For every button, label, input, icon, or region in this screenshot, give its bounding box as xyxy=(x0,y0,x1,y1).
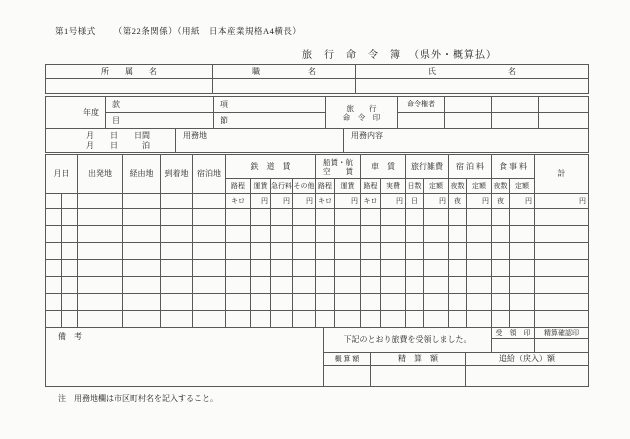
entry-cell xyxy=(467,277,492,294)
unit-cell-empty xyxy=(123,194,161,209)
entry-cell xyxy=(335,226,361,243)
unit-cell-empty xyxy=(62,194,78,209)
entry-cell xyxy=(293,226,316,243)
entry-cell xyxy=(226,209,251,226)
entry-row xyxy=(46,226,589,243)
entry-cell xyxy=(62,209,78,226)
entry-cell xyxy=(293,260,316,277)
entry-cell xyxy=(293,294,316,311)
entry-cell xyxy=(492,260,510,277)
unit-night: 夜 xyxy=(449,194,467,209)
entry-cell xyxy=(424,260,449,277)
budget-row-1 xyxy=(46,97,589,113)
entry-cell xyxy=(361,260,381,277)
entry-cell xyxy=(335,260,361,277)
entry-cell xyxy=(271,260,293,277)
entry-cell xyxy=(271,226,293,243)
entry-cell xyxy=(406,294,424,311)
entry-cell xyxy=(406,311,424,328)
entry-cell xyxy=(535,311,589,328)
unit-cell-empty xyxy=(46,194,62,209)
name-label: 氏 名 xyxy=(356,65,589,79)
entry-cell xyxy=(316,226,335,243)
ship-air-line2: 空 賃 xyxy=(323,166,353,176)
entry-cell xyxy=(381,260,406,277)
unit-km: キロ xyxy=(361,194,381,209)
entry-cell xyxy=(535,277,589,294)
entry-cell xyxy=(449,277,467,294)
entry-cell xyxy=(62,311,78,328)
entry-cell xyxy=(335,311,361,328)
destination-cell xyxy=(176,129,344,153)
entry-cell xyxy=(161,209,193,226)
supplement-amount-label: 追給（戻入）額 xyxy=(466,353,589,366)
budget-row-2 xyxy=(46,113,589,129)
settlement-amount-label: 精 算 額 xyxy=(371,353,466,366)
entry-cell xyxy=(226,260,251,277)
seal-cell xyxy=(445,97,492,113)
entry-cell xyxy=(123,226,161,243)
order-authority-label: 命令権者 xyxy=(398,97,445,113)
entry-cell xyxy=(467,226,492,243)
entry-cell xyxy=(424,277,449,294)
entry-cell xyxy=(535,226,589,243)
subheader-rail-distance: 路程 xyxy=(226,179,251,194)
entry-cell xyxy=(293,311,316,328)
entry-cell xyxy=(46,311,62,328)
entry-cell xyxy=(335,243,361,260)
unit-cell-empty xyxy=(161,194,193,209)
ship-air-line1: 船賃・航 xyxy=(323,157,353,167)
entry-cell xyxy=(226,226,251,243)
entry-cell xyxy=(251,226,271,243)
entry-cell xyxy=(62,294,78,311)
page-title-main: 旅 行 命 令 簿 xyxy=(302,50,401,61)
entry-cell xyxy=(251,311,271,328)
moku-label: 目 xyxy=(106,113,214,129)
entry-cell xyxy=(193,243,226,260)
unit-cell-empty xyxy=(78,194,123,209)
entry-cell xyxy=(123,311,161,328)
subheader-ship-distance: 路程 xyxy=(316,179,335,194)
entry-cell xyxy=(361,226,381,243)
entry-cell xyxy=(271,243,293,260)
entry-cell xyxy=(361,277,381,294)
entry-cell xyxy=(78,209,123,226)
unit-yen: 円 xyxy=(271,194,293,209)
subheader-car-distance: 路程 xyxy=(361,179,381,194)
entry-row xyxy=(46,277,589,294)
entry-row xyxy=(46,260,589,277)
entry-cell xyxy=(381,243,406,260)
entry-cell xyxy=(492,226,510,243)
trip-period-line2: 月 日 泊 xyxy=(86,141,150,150)
entry-cell xyxy=(492,311,510,328)
entry-cell xyxy=(46,243,62,260)
entry-row xyxy=(46,243,589,260)
entry-cell xyxy=(535,294,589,311)
page-title xyxy=(302,46,497,61)
entry-cell xyxy=(78,311,123,328)
entry-cell xyxy=(62,226,78,243)
subheader-fixed-amount: 定額 xyxy=(467,179,492,194)
entry-row xyxy=(46,294,589,311)
entry-cell xyxy=(193,311,226,328)
entry-cell xyxy=(193,226,226,243)
trip-row xyxy=(46,129,589,153)
subheader-nights: 夜数 xyxy=(492,179,510,194)
entry-cell xyxy=(271,209,293,226)
entry-cell xyxy=(226,294,251,311)
entry-cell xyxy=(467,243,492,260)
seal-cell xyxy=(539,113,589,129)
destination-label: 用務地 xyxy=(183,131,207,140)
subheader-rail-fare: 運賃 xyxy=(251,179,271,194)
entry-cell xyxy=(510,277,535,294)
col-header-arrival: 到着地 xyxy=(161,155,193,194)
unit-yen: 円 xyxy=(535,194,589,209)
entry-cell xyxy=(271,311,293,328)
entry-cell xyxy=(161,226,193,243)
unit-yen: 円 xyxy=(510,194,535,209)
entry-cell xyxy=(492,243,510,260)
entry-cell xyxy=(492,277,510,294)
position-input-cell xyxy=(213,79,356,94)
entry-cell xyxy=(78,260,123,277)
expense-group-header-row xyxy=(46,155,589,179)
footer-row-seal-labels xyxy=(46,328,589,339)
entry-cell xyxy=(193,277,226,294)
entry-cell xyxy=(46,260,62,277)
kan-label: 款 xyxy=(106,97,214,113)
entry-cell xyxy=(381,294,406,311)
seal-cell xyxy=(398,113,445,129)
unit-yen: 円 xyxy=(335,194,361,209)
receipt-seal-cell xyxy=(492,339,535,353)
entry-cell xyxy=(123,260,161,277)
group-header-misc-expense: 旅行雑費 xyxy=(406,155,449,179)
col-header-date: 月日 xyxy=(46,155,78,194)
entry-cell xyxy=(251,260,271,277)
entry-cell xyxy=(226,243,251,260)
ko-label: 項 xyxy=(214,97,326,113)
entry-cell xyxy=(335,294,361,311)
subheader-days: 日数 xyxy=(406,179,424,194)
group-header-meal-fee: 食 事 料 xyxy=(492,155,535,179)
entry-cell xyxy=(381,209,406,226)
form-number: 第1号様式 xyxy=(55,26,96,36)
form-reference: （第22条関係）（用紙 日本産業規格A4横長） xyxy=(113,26,302,36)
entry-cell xyxy=(78,277,123,294)
entry-cell xyxy=(381,277,406,294)
group-header-lodging-fee: 宿 泊 料 xyxy=(449,155,492,179)
entry-cell xyxy=(62,260,78,277)
entry-cell xyxy=(46,226,62,243)
entry-cell xyxy=(78,243,123,260)
entry-row xyxy=(46,311,589,328)
entry-cell xyxy=(46,277,62,294)
subheader-express-fee: 急行料 xyxy=(271,179,293,194)
entry-cell xyxy=(251,294,271,311)
entry-cell xyxy=(449,226,467,243)
remarks-label: 備 考 xyxy=(58,332,82,341)
entry-cell xyxy=(406,226,424,243)
subheader-nights: 夜数 xyxy=(449,179,467,194)
entry-cell xyxy=(510,294,535,311)
entry-cell xyxy=(406,243,424,260)
subheader-ship-fare: 運賃 xyxy=(335,179,361,194)
entry-cell xyxy=(467,311,492,328)
entry-cell xyxy=(361,311,381,328)
entry-cell xyxy=(492,209,510,226)
entry-cell xyxy=(161,277,193,294)
group-header-car-fare: 車 賃 xyxy=(361,155,406,179)
estimate-amount-cell xyxy=(324,366,371,387)
subheader-fixed-amount: 定額 xyxy=(424,179,449,194)
unit-night: 夜 xyxy=(492,194,510,209)
entry-cell xyxy=(316,209,335,226)
settlement-amount-cell xyxy=(371,366,466,387)
trip-table xyxy=(45,128,589,153)
entry-cell xyxy=(381,311,406,328)
entry-cell xyxy=(510,243,535,260)
entry-cell xyxy=(449,243,467,260)
expense-entry-rows xyxy=(46,209,589,328)
col-header-departure: 出発地 xyxy=(78,155,123,194)
entry-cell xyxy=(161,311,193,328)
entry-cell xyxy=(161,294,193,311)
entry-cell xyxy=(123,277,161,294)
entry-cell xyxy=(510,209,535,226)
entry-cell xyxy=(467,260,492,277)
entry-cell xyxy=(406,277,424,294)
entry-cell xyxy=(535,260,589,277)
entry-cell xyxy=(251,277,271,294)
entry-cell xyxy=(316,243,335,260)
entry-cell xyxy=(381,226,406,243)
entry-cell xyxy=(492,294,510,311)
entry-cell xyxy=(251,243,271,260)
entry-cell xyxy=(193,294,226,311)
affiliation-input-cell xyxy=(46,79,213,94)
seal-cell xyxy=(445,113,492,129)
unit-km: キロ xyxy=(316,194,335,209)
entry-cell xyxy=(510,311,535,328)
entry-row xyxy=(46,209,589,226)
unit-yen: 円 xyxy=(381,194,406,209)
entry-cell xyxy=(316,260,335,277)
entry-cell xyxy=(406,260,424,277)
setsu-label: 節 xyxy=(214,113,326,129)
position-label: 職 名 xyxy=(213,65,356,79)
col-header-total: 計 xyxy=(535,155,589,194)
entry-cell xyxy=(293,243,316,260)
page-title-suffix: （県外・概算払） xyxy=(409,50,497,61)
expense-table xyxy=(45,154,589,328)
entry-cell xyxy=(424,294,449,311)
entry-cell xyxy=(293,209,316,226)
supplement-amount-cell xyxy=(466,366,589,387)
footer-table xyxy=(45,327,589,387)
entry-cell xyxy=(335,209,361,226)
footnote: 注 用務地欄は市区町村名を記入すること。 xyxy=(58,394,218,403)
entry-cell xyxy=(424,226,449,243)
entry-cell xyxy=(335,277,361,294)
purpose-label: 用務内容 xyxy=(351,131,383,140)
entry-cell xyxy=(449,311,467,328)
entry-cell xyxy=(123,243,161,260)
entry-cell xyxy=(62,277,78,294)
group-header-ship-air-fare xyxy=(316,155,361,179)
entry-cell xyxy=(535,243,589,260)
entry-cell xyxy=(78,294,123,311)
purpose-cell xyxy=(344,129,589,153)
unit-yen: 円 xyxy=(467,194,492,209)
entry-cell xyxy=(449,260,467,277)
entry-cell xyxy=(78,226,123,243)
seal-cell xyxy=(492,97,539,113)
entry-cell xyxy=(226,311,251,328)
entry-cell xyxy=(62,243,78,260)
unit-cell-empty xyxy=(193,194,226,209)
entry-cell xyxy=(123,209,161,226)
entry-cell xyxy=(161,243,193,260)
settlement-seal-label: 精算確認印 xyxy=(535,328,589,339)
entry-cell xyxy=(361,294,381,311)
entry-cell xyxy=(193,209,226,226)
entry-cell xyxy=(510,226,535,243)
col-header-via: 経由地 xyxy=(123,155,161,194)
subheader-actual-cost: 実費 xyxy=(381,179,406,194)
unit-yen: 円 xyxy=(424,194,449,209)
seal-cell xyxy=(492,113,539,129)
expense-unit-row xyxy=(46,194,589,209)
form-header-line xyxy=(55,25,301,37)
remarks-cell xyxy=(46,328,324,387)
entry-cell xyxy=(406,209,424,226)
entry-cell xyxy=(467,294,492,311)
entry-cell xyxy=(316,277,335,294)
entry-cell xyxy=(46,294,62,311)
estimate-amount-label: 概 算 額 xyxy=(324,353,371,366)
entry-cell xyxy=(251,209,271,226)
entry-cell xyxy=(271,294,293,311)
travel-order-seal-line1: 旅 行 xyxy=(346,103,377,113)
entry-cell xyxy=(510,260,535,277)
entry-cell xyxy=(424,209,449,226)
receipt-seal-label: 受 領 印 xyxy=(492,328,535,339)
receipt-statement: 下記のとおり旅費を受領しました。 xyxy=(324,328,492,353)
seal-cell xyxy=(539,97,589,113)
trip-period-cell xyxy=(46,129,176,153)
travel-order-seal-label xyxy=(326,97,398,129)
fiscal-year-label: 年度 xyxy=(46,97,106,129)
budget-table xyxy=(45,96,589,129)
group-header-rail-fare: 鉄 道 賃 xyxy=(226,155,316,179)
entry-cell xyxy=(361,209,381,226)
entry-cell xyxy=(535,209,589,226)
unit-yen: 円 xyxy=(251,194,271,209)
entry-cell xyxy=(449,294,467,311)
unit-day: 日 xyxy=(406,194,424,209)
col-header-stay-place: 宿泊地 xyxy=(193,155,226,194)
entry-cell xyxy=(193,260,226,277)
affiliation-label: 所 属 名 xyxy=(46,65,213,79)
entry-cell xyxy=(161,260,193,277)
entry-cell xyxy=(424,311,449,328)
entry-cell xyxy=(226,277,251,294)
identity-header-row xyxy=(46,65,589,79)
travel-order-seal-line2: 命 令 印 xyxy=(342,112,381,122)
entry-cell xyxy=(424,243,449,260)
trip-period-line1: 月 日 日間 xyxy=(86,131,150,140)
identity-value-row xyxy=(46,79,589,94)
entry-cell xyxy=(316,294,335,311)
subheader-other: その他 xyxy=(293,179,316,194)
settlement-seal-cell xyxy=(535,339,589,353)
name-input-cell xyxy=(356,79,589,94)
entry-cell xyxy=(449,209,467,226)
entry-cell xyxy=(271,277,293,294)
entry-cell xyxy=(293,277,316,294)
entry-cell xyxy=(361,243,381,260)
subheader-fixed-amount: 定額 xyxy=(510,179,535,194)
entry-cell xyxy=(46,209,62,226)
entry-cell xyxy=(467,209,492,226)
unit-km: キロ xyxy=(226,194,251,209)
identity-table xyxy=(45,64,589,94)
entry-cell xyxy=(123,294,161,311)
entry-cell xyxy=(316,311,335,328)
unit-yen: 円 xyxy=(293,194,316,209)
